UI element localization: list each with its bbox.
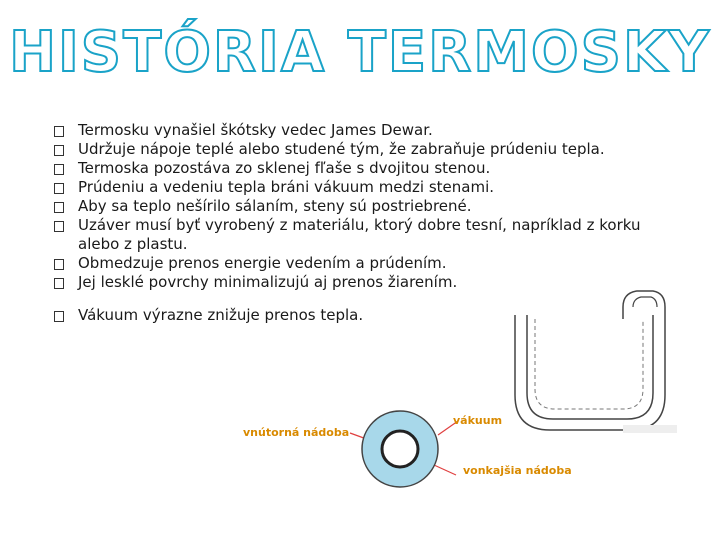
checkbox-bullet-icon [54,311,64,322]
checkbox-bullet-icon [54,278,64,289]
bullet-text: Udržuje nápoje teplé alebo studené tým, že zabraňuje prúdeniu tepla. [78,140,605,158]
checkbox-bullet-icon [54,183,64,194]
list-item [52,140,682,159]
bullet-text: Termoska pozostáva zo sklenej fľaše s dvojitou stenou. [78,159,491,177]
list-item [52,197,682,216]
bullet-text: Vákuum výrazne znižuje prenos tepla. [78,306,364,324]
list-item [52,121,682,140]
list-item [52,159,682,178]
checkbox-bullet-icon [54,145,64,156]
list-item [52,254,682,273]
bullet-text: Termosku vynašiel škótsky vedec James Dewar. [78,121,433,139]
pointer-line-outer [434,465,456,475]
checkbox-bullet-icon [54,221,64,232]
label-inner-vessel: vnútorná nádoba [243,426,350,439]
checkbox-bullet-icon [54,202,64,213]
inner-vessel [382,431,418,467]
checkbox-bullet-icon [54,164,64,175]
bullet-text: Uzáver musí byť vyrobený z materiálu, ktorý dobre tesní, napríklad z korku alebo z plastu. [78,216,641,253]
bullet-text: Obmedzuje prenos energie vedením a prúdením. [78,254,447,272]
list-item [52,178,682,197]
bullet-text: Prúdeniu a vedeniu tepla bráni vákuum medzi stenami. [78,178,495,196]
page-title: HISTÓRIA TERMOSKY [9,20,711,85]
checkbox-bullet-icon [54,259,64,270]
thermos-flask-illustration [505,285,681,435]
bullet-text: Aby sa teplo nešírilo sálaním, steny sú postriebrené. [78,197,472,215]
checkbox-bullet-icon [54,126,64,137]
label-vacuum: vákuum [453,414,503,427]
bullet-text: Jej lesklé povrchy minimalizujú aj prenos žiarením. [78,273,458,291]
label-outer-vessel: vonkajšia nádoba [463,464,572,477]
list-item [52,216,682,254]
